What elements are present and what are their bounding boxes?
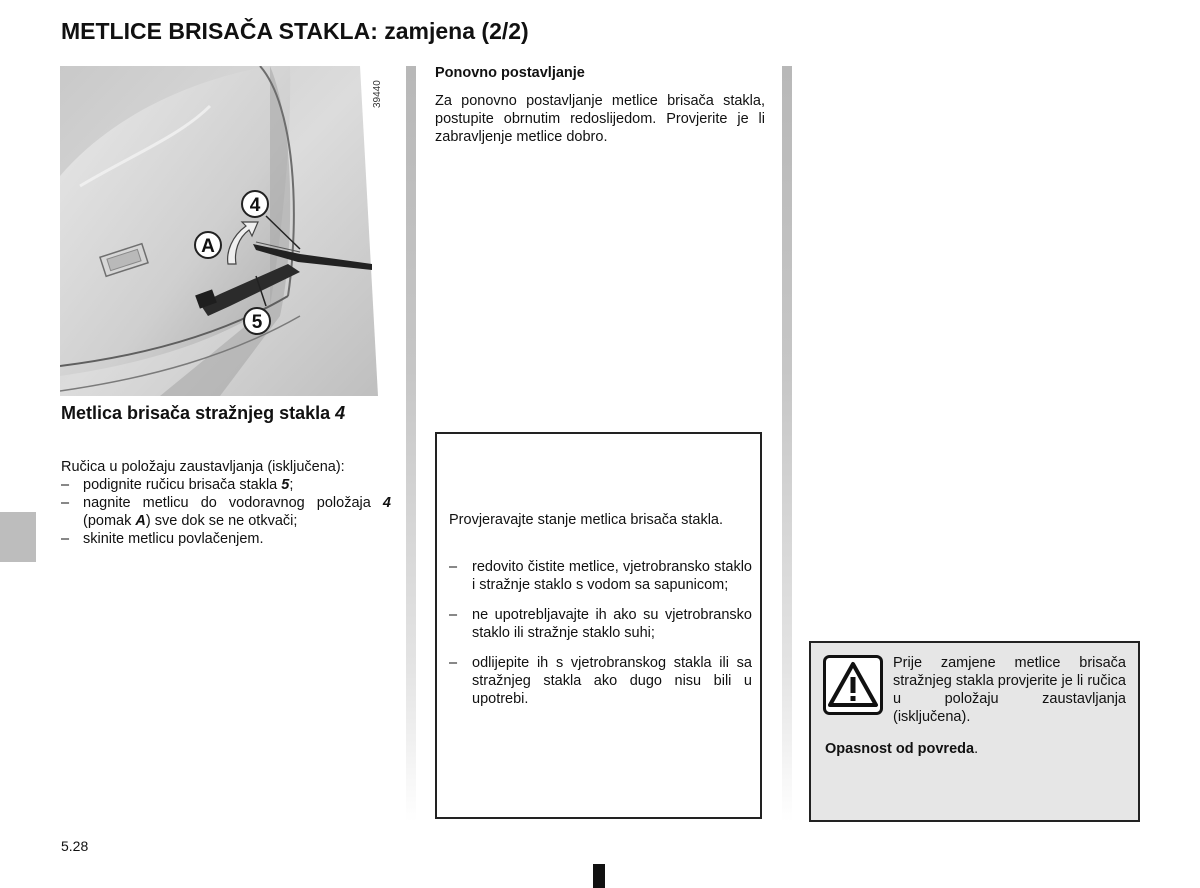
warning-triangle-icon (823, 655, 883, 715)
step-text: (pomak (83, 513, 136, 529)
step-ref: A (135, 513, 146, 529)
step-ref: 5 (281, 477, 290, 493)
section-heading-ref: 4 (335, 403, 346, 423)
list-dash: – (61, 531, 70, 547)
page-number: 5.28 (61, 838, 89, 854)
step-ref: 4 (382, 495, 391, 511)
warning-text: Prije zamjene metlice brisača stražnjeg stakla provjerite je li ručica u položaju zaustavljanja (isključena). (893, 655, 1126, 725)
step-text: ) sve dok se ne otkvači; (145, 513, 298, 529)
list-item (449, 606, 752, 642)
column-divider (782, 66, 792, 822)
step-text: ; (289, 477, 294, 493)
reinstall-heading: Ponovno postavljanje (435, 65, 585, 81)
list-dash: – (61, 477, 70, 493)
list-dash: – (61, 495, 70, 511)
section-heading (61, 403, 381, 424)
maintenance-note-box (435, 432, 762, 819)
callout-5-label: 5 (251, 312, 263, 333)
list-item (449, 654, 752, 708)
callout-4-label: 4 (249, 195, 261, 216)
care-list (449, 558, 752, 720)
list-dash: – (449, 655, 458, 671)
rear-wiper-illustration (60, 66, 397, 396)
list-dash: – (449, 607, 458, 623)
care-item-text: ne upotrebljavajte ih ako su vjetrobransko staklo ili stražnje staklo suhi; (472, 607, 752, 641)
figure-number: 39440 (372, 80, 383, 108)
section-heading-text: Metlica brisača stražnjeg stakla (61, 403, 331, 423)
step-text: podignite ručicu brisača stakla (83, 477, 282, 493)
list-item (61, 476, 391, 494)
page-title: METLICE BRISAČA STAKLA: zamjena (2/2) (61, 18, 529, 44)
left-intro: Ručica u položaju zaustavljanja (isključena): (61, 459, 345, 475)
reinstall-text: Za ponovno postavljanje metlice brisača stakla, postupite obrnutim redoslijedom. Provjerite je li zabravljenje metlice dobro. (435, 93, 765, 145)
danger-label (825, 740, 978, 758)
list-item (61, 494, 391, 530)
step-text: skinite metlicu povlačenjem. (83, 531, 264, 547)
removal-steps (61, 476, 391, 548)
list-item (61, 530, 391, 548)
list-dash: – (449, 559, 458, 575)
chapter-tab (0, 512, 36, 562)
warning-box (809, 641, 1140, 822)
callout-a-label: A (201, 236, 215, 257)
danger-label-suffix: . (974, 741, 979, 757)
care-intro: Provjeravajte stanje metlica brisača stakla. (449, 512, 724, 528)
danger-label-bold: Opasnost od povreda (825, 741, 975, 757)
page-edge-mark (593, 864, 605, 888)
list-item (449, 558, 752, 594)
column-divider (406, 66, 416, 822)
care-item-text: redovito čistite metlice, vjetrobransko staklo i stražnje staklo s vodom sa sapunicom; (472, 559, 752, 593)
step-text: nagnite metlicu do vodoravnog položaja (83, 495, 383, 511)
care-item-text: odlijepite ih s vjetrobranskog stakla ili sa stražnjeg stakla ako dugo nisu bili u upotrebi. (472, 655, 752, 707)
